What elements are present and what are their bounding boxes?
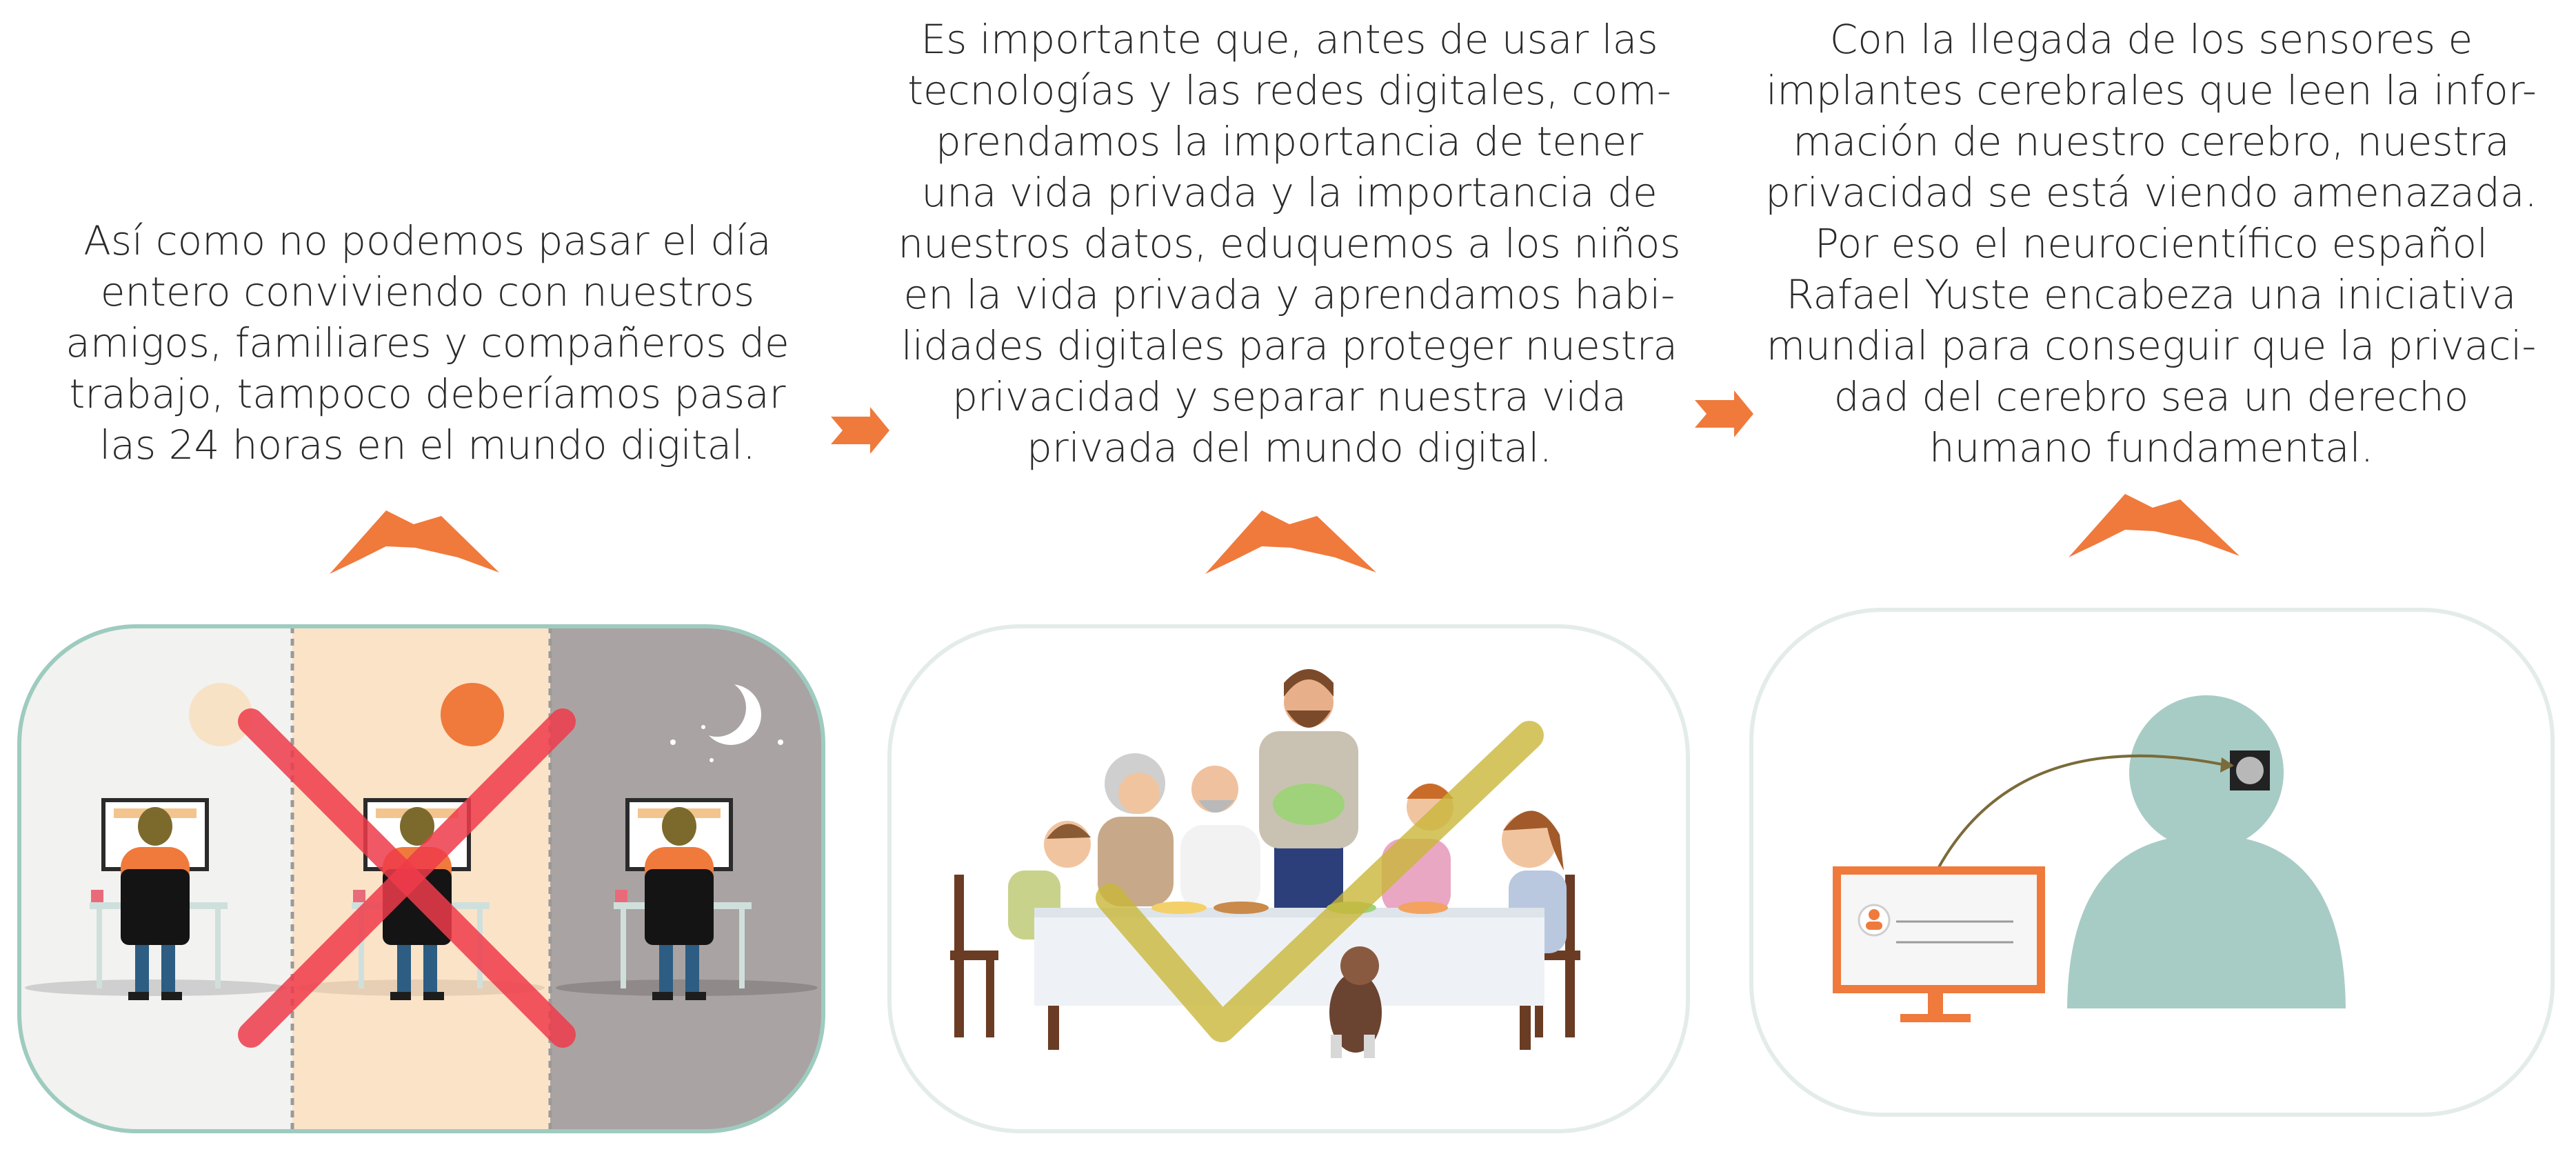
chevron-up-icon (1205, 510, 1376, 574)
sun-icon (441, 683, 504, 746)
text-line: Rafael Yuste encabeza una iniciativa (1786, 271, 2517, 318)
text-line: tecnologías y las redes digitales, com- (907, 67, 1671, 114)
chip-icon (2230, 750, 2270, 790)
text-line: mación de nuestro cerebro, nuestra (1793, 118, 2510, 165)
text-line: dad del cerebro sea un derecho (1833, 373, 2469, 420)
arrow-right-icon (1695, 390, 1753, 437)
arrow-right-icon (831, 407, 889, 454)
chevron-up-icon (330, 510, 499, 574)
text-line: privacidad se está viendo amenazada. (1765, 169, 2537, 216)
brain-implant-illustration (1751, 610, 2553, 1115)
text-line: trabajo, tampoco deberíamos pasar (69, 370, 786, 417)
text-line: privacidad y separar nuestra vida (952, 373, 1627, 420)
text-line: humano fundamental. (1929, 424, 2374, 471)
text-line: Así como no podemos pasar el día (83, 217, 772, 264)
text-line: una vida privada y la importancia de (921, 169, 1658, 216)
text-line: implantes cerebrales que leen la infor- (1766, 67, 2537, 114)
text-line: amigos, familiares y compañeros de (66, 319, 789, 366)
text-line: prendamos la importancia de tener (935, 118, 1644, 165)
chevron-up-icon (2069, 494, 2240, 557)
computer-all-day-illustration (19, 626, 823, 1131)
text-line: nuestros datos, eduquemos a los niños (898, 220, 1681, 267)
text-line: las 24 horas en el mundo digital. (99, 421, 756, 468)
text-line: Por eso el neurocientífico español (1814, 220, 2488, 267)
grandmother (1098, 753, 1174, 906)
text-line: Es importante que, antes de usar las (920, 16, 1658, 63)
text-line: privada del mundo digital. (1027, 424, 1552, 471)
text-line: mundial para conseguir que la privaci- (1766, 322, 2537, 369)
text-line: en la vida privada y aprendamos habi- (903, 271, 1676, 318)
text-line: Con la llegada de los sensores e (1829, 16, 2473, 63)
text-line: lidades digitales para proteger nuestra (900, 322, 1678, 369)
family-dinner-illustration (889, 626, 1688, 1131)
text-line: entero conviviendo con nuestros (100, 268, 755, 315)
